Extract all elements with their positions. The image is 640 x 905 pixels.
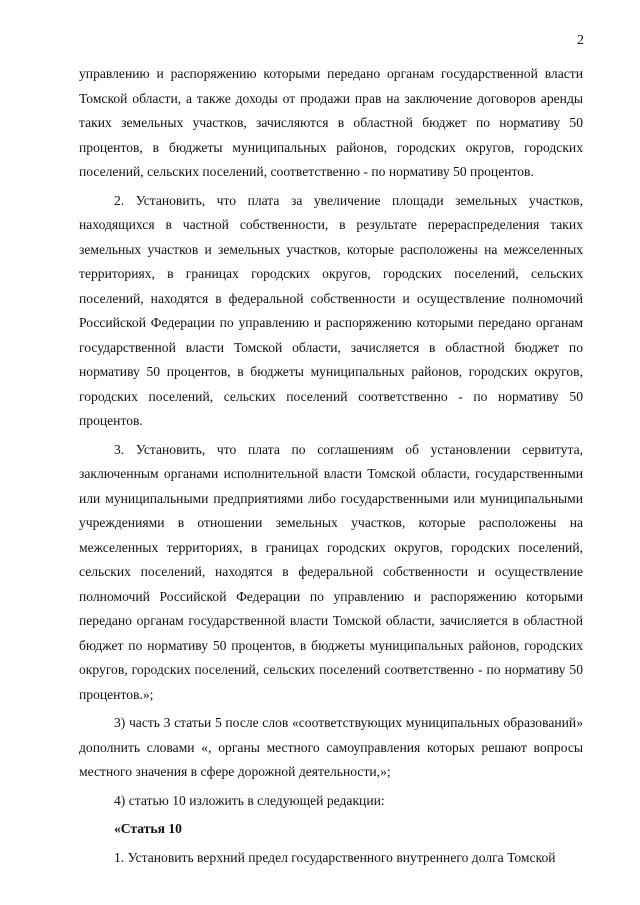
page-number: 2 xyxy=(577,33,584,48)
paragraph-amendment-3: 3) часть 3 статьи 5 после слов «соответствующих муниципальных образований» дополнить словами «, органы местного самоуправления которых решают вопросы местного значения в сфере дорожной деятельности,»; xyxy=(79,715,583,779)
paragraph-article-clause-1: 1. Установить верхний предел государственного внутреннего долга Томской xyxy=(114,849,556,865)
paragraph-clause-3: 3. Установить, что плата по соглашениям об установлении сервитута, заключенным органами исполнительной власти Томской области, государственными или муниципальными предприятиями либо государственными или муниципальными учреждениями в отношении земельных участков, которые расположены на межселенных территориях, в границах городских округов, городских поселений, сельских поселений, находятся в федеральной собственности и осуществление полномочий Российской Федерации по управлению и распоряжению которыми передано органам государственной власти Томской области, зачисляется в областной бюджет по нормативу 50 процентов, в бюджеты муниципальных районов, городских округов, городских поселений, сельских поселений соответственно - по нормативу 50 процентов.»; xyxy=(79,441,583,702)
document-body xyxy=(79,62,583,870)
paragraph-continuation: управлению и распоряжению которыми передано органам государственной власти Томской области, а также доходы от продажи прав на заключение договоров аренды таких земельных участков, зачисляются в областной бюджет по нормативу 50 процентов, в бюджеты муниципальных районов, городских округов, городских поселений, сельских поселений, соответственно - по нормативу 50 процентов. xyxy=(79,66,583,179)
paragraph-amendment-4: 4) статью 10 изложить в следующей редакции: xyxy=(114,792,385,808)
article-heading: «Статья 10 xyxy=(114,821,182,836)
paragraph-clause-2: 2. Установить, что плата за увеличение площади земельных участков, находящихся в частной собственности, в результате перераспределения таких земельных участков и земельных участков, которые расположены на межселенных территориях, в границах городских округов, городских поселений, сельских поселений, находятся в федеральной собственности и осуществление полномочий Российской Федерации по управлению и распоряжению которыми передано органам государственной власти Томской области, зачисляется в областной бюджет по нормативу 50 процентов, в бюджеты муниципальных районов, городских округов, городских поселений, сельских поселений соответственно - по нормативу 50 процентов. xyxy=(79,192,583,428)
